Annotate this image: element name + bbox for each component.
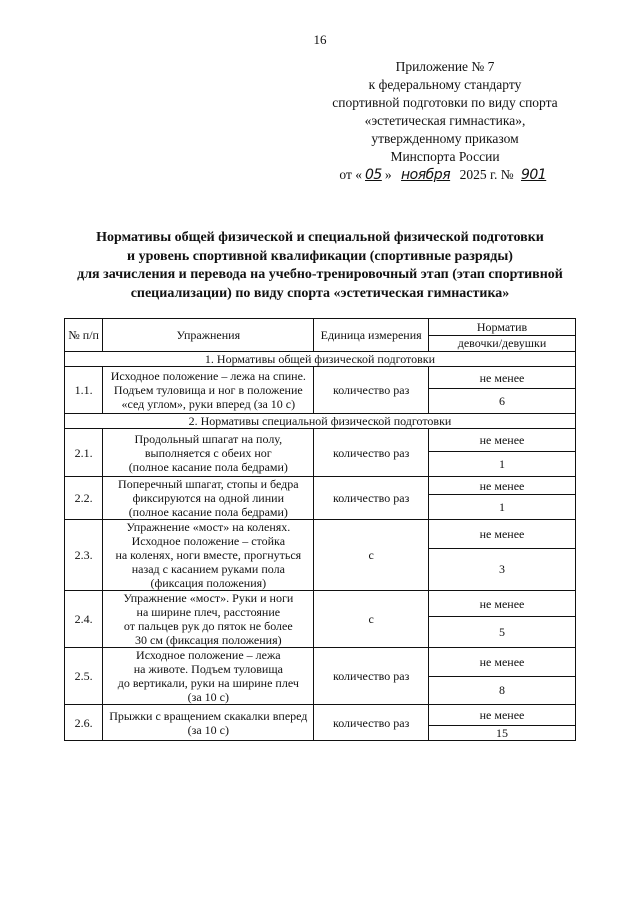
- exercise-line: на ширине плеч, расстояние: [136, 605, 281, 619]
- exercise-line: (полное касание пола бедрами): [128, 505, 288, 519]
- exercise-line: фиксируются на одной линии: [132, 491, 284, 505]
- table-row: [65, 367, 576, 389]
- appendix-line: Приложение № 7: [395, 59, 495, 74]
- handwritten-month: ноября: [401, 167, 451, 183]
- row-number: 1.1.: [65, 367, 103, 414]
- exercise-line: (полное касание пола бедрами): [128, 459, 288, 474]
- title-line: специализации) по виду спорта «эстетическая гимнастика»: [130, 285, 510, 301]
- exercise-line: «сед углом», руки вперед (за 10 с): [121, 397, 296, 411]
- page-number: 16: [313, 32, 327, 47]
- exercise-line: Прыжки с вращением скакалки вперед: [109, 708, 308, 723]
- unit-cell: количество раз: [314, 648, 429, 705]
- row-number: 2.1.: [65, 429, 103, 477]
- unit-cell: количество раз: [314, 477, 429, 520]
- unit-cell: количество раз: [314, 705, 429, 741]
- exercise-line: назад с касанием руками пола: [131, 562, 285, 576]
- exercise-line: 30 см (фиксация положения): [135, 633, 282, 647]
- value-cell: 3: [429, 548, 576, 590]
- header-exercise: Упражнения: [103, 319, 314, 352]
- value-cell: 1: [429, 452, 576, 477]
- exercise-line: Упражнение «мост». Руки и ноги: [123, 591, 294, 605]
- section-row: [65, 414, 576, 429]
- exercise-cell: [103, 520, 314, 591]
- exercise-cell: [103, 477, 314, 520]
- exercise-line: Исходное положение – стойка: [131, 534, 286, 548]
- unit-cell: с: [314, 520, 429, 591]
- year-text: 2025 г. №: [459, 167, 514, 182]
- order-date-line: [330, 166, 560, 184]
- appendix-line: «эстетическая гимнастика»,: [364, 113, 526, 128]
- qualifier-cell: не менее: [429, 477, 576, 495]
- title-line: Нормативы общей физической и специальной физической подготовки: [96, 230, 544, 245]
- exercise-line: на животе. Подъем туловища: [133, 662, 283, 676]
- section-title: 2. Нормативы специальной физической подготовки: [65, 414, 576, 429]
- exercise-line: Поперечный шпагат, стопы и бедра: [118, 477, 299, 491]
- exercise-line: (за 10 с): [187, 722, 229, 737]
- exercise-cell: [103, 705, 314, 741]
- exercise-line: Исходное положение – лежа на спине.: [110, 369, 306, 383]
- header-norm: Норматив: [429, 319, 576, 336]
- date-mid: »: [384, 167, 392, 182]
- header-unit: Единица измерения: [314, 319, 429, 352]
- exercise-cell: [103, 367, 314, 414]
- appendix-line: к федеральному стандарту: [368, 77, 522, 92]
- handwritten-order-number: 901: [520, 167, 547, 183]
- qualifier-cell: не менее: [429, 591, 576, 617]
- exercise-cell: [103, 648, 314, 705]
- appendix-line: утвержденному приказом: [371, 131, 519, 146]
- standards-table: [64, 318, 576, 741]
- title-line: и уровень спортивной квалификации (спортивные разряды): [127, 248, 513, 264]
- title-line: для зачисления и перевода на учебно-тренировочный этап (этап спортивной: [77, 267, 563, 282]
- exercise-line: Продольный шпагат на полу,: [134, 431, 283, 446]
- table-header-row: [65, 319, 576, 336]
- exercise-line: (за 10 с): [187, 690, 229, 704]
- table-row: [65, 705, 576, 726]
- exercise-line: (фиксация положения): [150, 576, 267, 590]
- row-number: 2.3.: [65, 520, 103, 591]
- value-cell: 8: [429, 676, 576, 705]
- section-title: 1. Нормативы общей физической подготовки: [65, 352, 576, 367]
- value-cell: 15: [429, 726, 576, 741]
- value-cell: 1: [429, 495, 576, 520]
- row-number: 2.2.: [65, 477, 103, 520]
- exercise-line: Упражнение «мост» на коленях.: [126, 520, 291, 534]
- row-number: 2.5.: [65, 648, 103, 705]
- exercise-cell: [103, 429, 314, 477]
- header-gender: девочки/девушки: [429, 335, 576, 352]
- appendix-line: спортивной подготовки по виду спорта: [332, 95, 558, 110]
- date-prefix: от «: [339, 167, 362, 182]
- exercise-line: от пальцев рук до пяток не более: [123, 619, 293, 633]
- table-row: [65, 648, 576, 677]
- exercise-cell: [103, 591, 314, 648]
- document-title: [70, 229, 570, 303]
- qualifier-cell: не менее: [429, 648, 576, 677]
- table-row: [65, 477, 576, 495]
- exercise-line: Подъем туловища и ног в положение: [113, 383, 303, 397]
- qualifier-cell: не менее: [429, 705, 576, 726]
- appendix-line: Минспорта России: [390, 149, 500, 164]
- exercise-line: до вертикали, руки на ширине плеч: [117, 676, 299, 690]
- row-number: 2.4.: [65, 591, 103, 648]
- value-cell: 6: [429, 389, 576, 414]
- table-row: [65, 520, 576, 549]
- unit-cell: количество раз: [314, 429, 429, 477]
- handwritten-day: 05: [365, 167, 382, 183]
- qualifier-cell: не менее: [429, 520, 576, 549]
- qualifier-cell: не менее: [429, 367, 576, 389]
- exercise-line: на коленях, ноги вместе, прогнуться: [115, 548, 302, 562]
- value-cell: 5: [429, 617, 576, 648]
- section-row: [65, 352, 576, 367]
- header-num: № п/п: [65, 319, 103, 352]
- exercise-line: выполняется с обеих ног: [144, 445, 272, 460]
- table-row: [65, 591, 576, 617]
- row-number: 2.6.: [65, 705, 103, 741]
- unit-cell: с: [314, 591, 429, 648]
- exercise-line: Исходное положение – лежа: [136, 648, 281, 662]
- qualifier-cell: не менее: [429, 429, 576, 452]
- unit-cell: количество раз: [314, 367, 429, 414]
- appendix-block: [330, 58, 560, 184]
- table-row: [65, 429, 576, 452]
